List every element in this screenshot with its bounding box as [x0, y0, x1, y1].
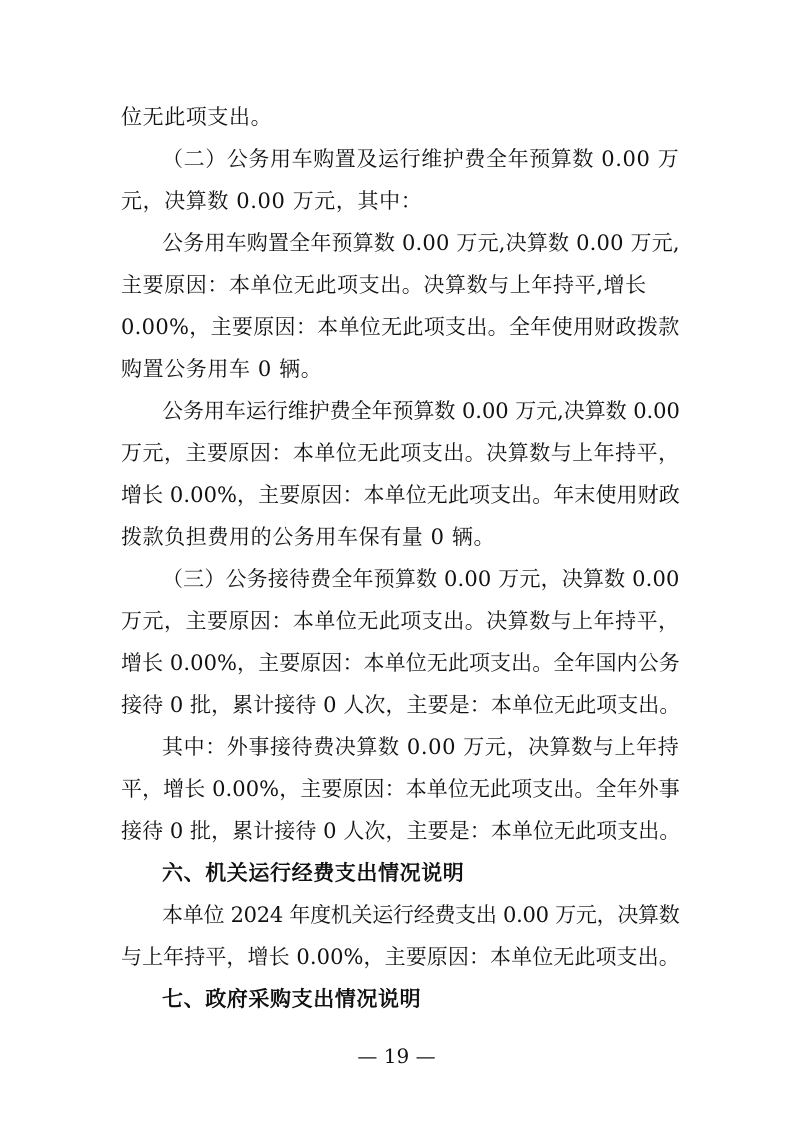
body-line-2: （二）公务用车购置及运行维护费全年预算数 0.00 万	[162, 147, 680, 171]
body-line-8: 公务用车运行维护费全年预算数 0.00 万元,决算数 0.00	[162, 399, 680, 423]
section-heading-7: 七、政府采购支出情况说明	[162, 987, 422, 1011]
body-line-1: 位无此项支出。	[121, 105, 273, 129]
body-line-5: 主要原因：本单位无此项支出。决算数与上年持平,增长	[121, 273, 647, 297]
body-line-3: 元，决算数 0.00 万元，其中：	[121, 189, 423, 213]
body-line-11: 拨款负担费用的公务用车保有量 0 辆。	[121, 525, 496, 549]
page-number: — 19 —	[357, 1044, 436, 1068]
body-line-9: 万元，主要原因：本单位无此项支出。决算数与上年持平，	[121, 441, 680, 465]
body-line-15: 接待 0 批，累计接待 0 人次，主要是：本单位无此项支出。	[121, 693, 681, 717]
body-line-20: 本单位 2024 年度机关运行经费支出 0.00 万元，决算数	[162, 903, 680, 927]
body-line-6: 0.00%，主要原因：本单位无此项支出。全年使用财政拨款	[121, 315, 680, 339]
body-line-4: 公务用车购置全年预算数 0.00 万元,决算数 0.00 万元,	[162, 231, 680, 255]
body-line-14: 增长 0.00%，主要原因：本单位无此项支出。全年国内公务	[121, 651, 680, 675]
section-heading-6: 六、机关运行经费支出情况说明	[162, 861, 465, 885]
body-line-12: （三）公务接待费全年预算数 0.00 万元，决算数 0.00	[162, 567, 680, 591]
body-line-18: 接待 0 批，累计接待 0 人次，主要是：本单位无此项支出。	[121, 819, 681, 843]
body-line-10: 增长 0.00%，主要原因：本单位无此项支出。年末使用财政	[121, 483, 680, 507]
body-line-21: 与上年持平，增长 0.00%，主要原因：本单位无此项支出。	[121, 945, 680, 969]
body-line-13: 万元，主要原因：本单位无此项支出。决算数与上年持平，	[121, 609, 680, 633]
body-line-7: 购置公务用车 0 辆。	[121, 357, 323, 381]
body-line-16: 其中：外事接待费决算数 0.00 万元，决算数与上年持	[162, 735, 680, 759]
body-line-17: 平，增长 0.00%，主要原因：本单位无此项支出。全年外事	[121, 777, 680, 801]
